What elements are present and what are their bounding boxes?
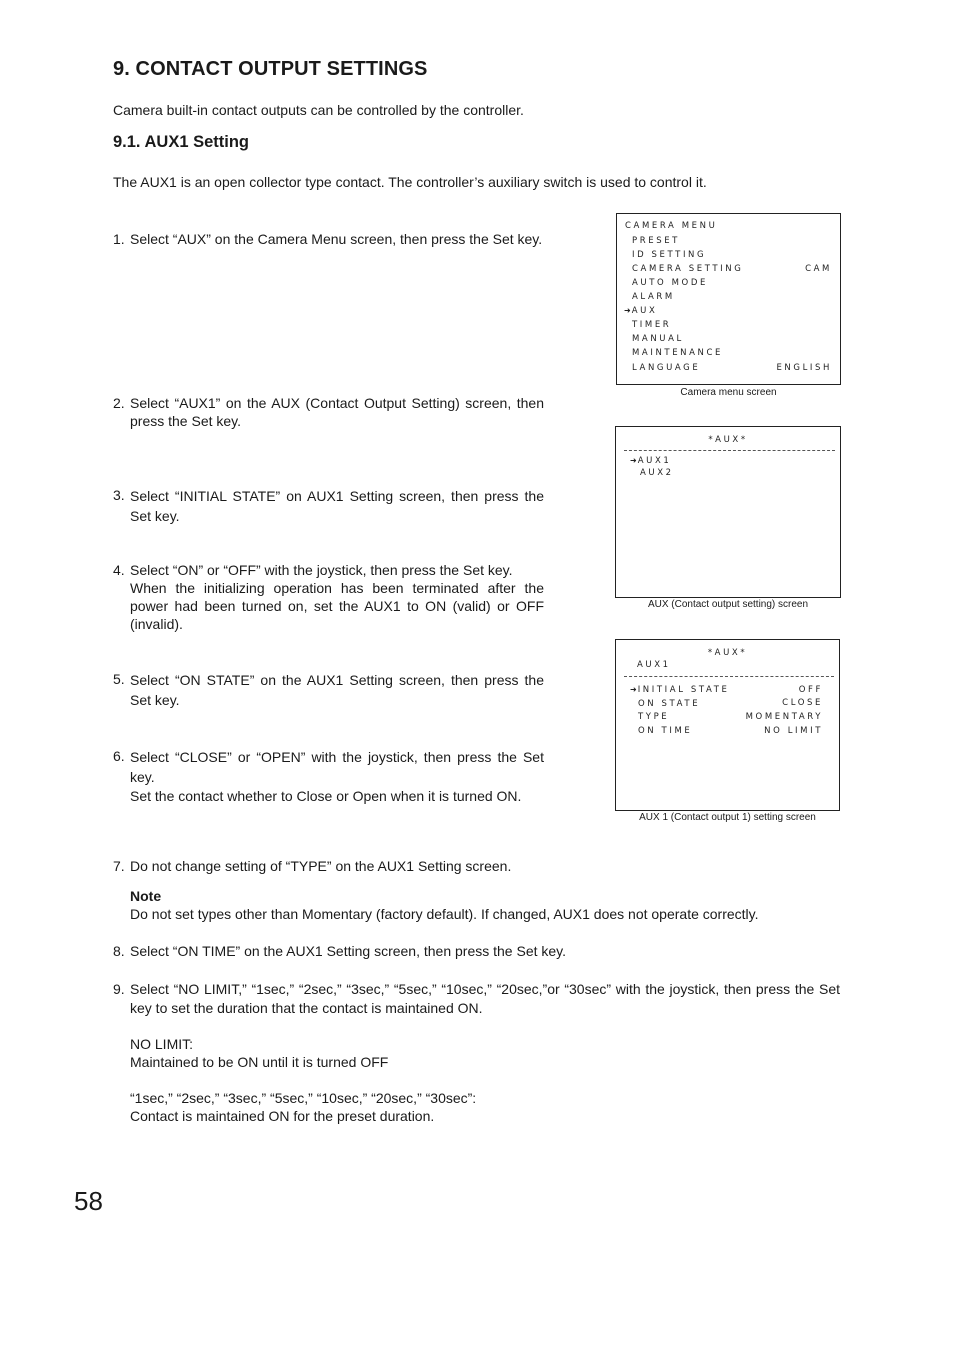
camera-menu-caption: Camera menu screen [680,387,777,398]
aux1-screen-subtitle: AUX1 [637,660,671,670]
menu-item-camera-setting: CAMERA SETTING [632,264,744,274]
menu-value-camera-setting: CAM [805,264,832,274]
page-number: 58 [74,1186,103,1216]
aux1-setting-screen [615,639,840,811]
step-7: 7. Do not change setting of “TYPE” on the AUX1 Setting screen. [113,858,512,874]
no-limit-block: NO LIMIT: Maintained to be ON until it is turned OFF [130,1036,389,1070]
note-text: Do not set types other than Momentary (factory default). If changed, AUX1 does not operate correctly. [130,906,759,922]
menu-item-aux: ➜AUX [624,306,658,316]
menu-item-alarm: ALARM [632,292,675,302]
aux-screen-title: *AUX* [708,435,748,445]
step-8: 8. Select “ON TIME” on the AUX1 Setting screen, then press the Set key. [113,943,567,959]
step-9: 9. Select “NO LIMIT,” “1sec,” “2sec,” “3sec,” “5sec,” “10sec,” “20sec,”or “30sec” with the joystick, then press the Set key to set the duration that the contact is maintained ON. [113,981,840,1016]
aux1-item-on-state: ON STATE [638,699,701,709]
menu-item-maintenance: MAINTENANCE [632,348,724,358]
aux-screen [615,426,841,598]
aux1-value-type: MOMENTARY [745,712,823,722]
aux1-value-initial-state: OFF [798,685,823,695]
step-4: 4. Select “ON” or “OFF” with the joystick, then press the Set key. When the initializing operation has been terminated after the power had been turned on, set the AUX1 to ON (valid) or OFF (invalid). [113,562,544,632]
aux-screen-caption: AUX (Contact output setting) screen [647,599,809,610]
camera-menu-screen [616,213,841,385]
camera-menu-title: CAMERA MENU [625,221,718,231]
aux1-value-on-state: CLOSE [782,698,823,708]
menu-item-id-setting: ID SETTING [632,250,707,260]
note-block [113,887,840,923]
menu-item-manual: MANUAL [632,334,684,344]
aux1-value-on-time: NO LIMIT [764,726,823,736]
step-1: 1. Select “AUX” on the Camera Menu screen, then press the Set key. [113,231,543,247]
preset-duration-block: “1sec,” “2sec,” “3sec,” “5sec,” “10sec,” “20sec,” “30sec”: Contact is maintained ON for the preset duration. [130,1090,477,1124]
aux-item-aux1: ➜AUX1 [630,456,672,466]
aux1-description: The AUX1 is an open collector type contact. The controller’s auxiliary switch is used to control it. [113,174,707,190]
step-6: 6. Select “CLOSE” or “OPEN” with the joystick, then press the Set key. Set the contact whether to Close or Open when it is turned ON. [113,748,544,804]
menu-item-language: LANGUAGE [632,363,701,373]
aux1-item-initial-state: ➜INITIAL STATE [630,685,730,695]
step-2: 2. Select “AUX1” on the AUX (Contact Output Setting) screen, then press the Set key. [113,395,544,429]
cursor-arrow-icon: ➜ [624,306,631,315]
aux1-screen-divider [624,676,834,677]
aux-item-aux2: AUX2 [640,468,674,478]
step-5: 5. Select “ON STATE” on the AUX1 Setting screen, then press the Set key. [113,671,544,708]
aux-screen-divider [624,450,835,451]
aux1-item-type: TYPE [638,712,670,722]
menu-item-timer: TIMER [632,320,672,330]
page-heading: 9. CONTACT OUTPUT SETTINGS [113,58,428,80]
section-heading: 9.1. AUX1 Setting [113,133,250,151]
aux1-item-on-time: ON TIME [638,726,693,736]
aux1-screen-caption: AUX 1 (Contact output 1) setting screen [639,812,816,823]
cursor-arrow-icon: ➜ [630,456,637,465]
cursor-arrow-icon: ➜ [630,685,637,694]
menu-item-auto-mode: AUTO MODE [632,278,708,288]
step-3: 3. Select “INITIAL STATE” on AUX1 Setting screen, then press the Set key. [113,487,544,524]
menu-value-language: ENGLISH [776,363,832,373]
intro-text: Camera built-in contact outputs can be controlled by the controller. [113,102,524,118]
note-title: Note [130,888,162,904]
menu-item-preset: PRESET [632,236,680,246]
aux1-screen-title: *AUX* [707,648,748,658]
